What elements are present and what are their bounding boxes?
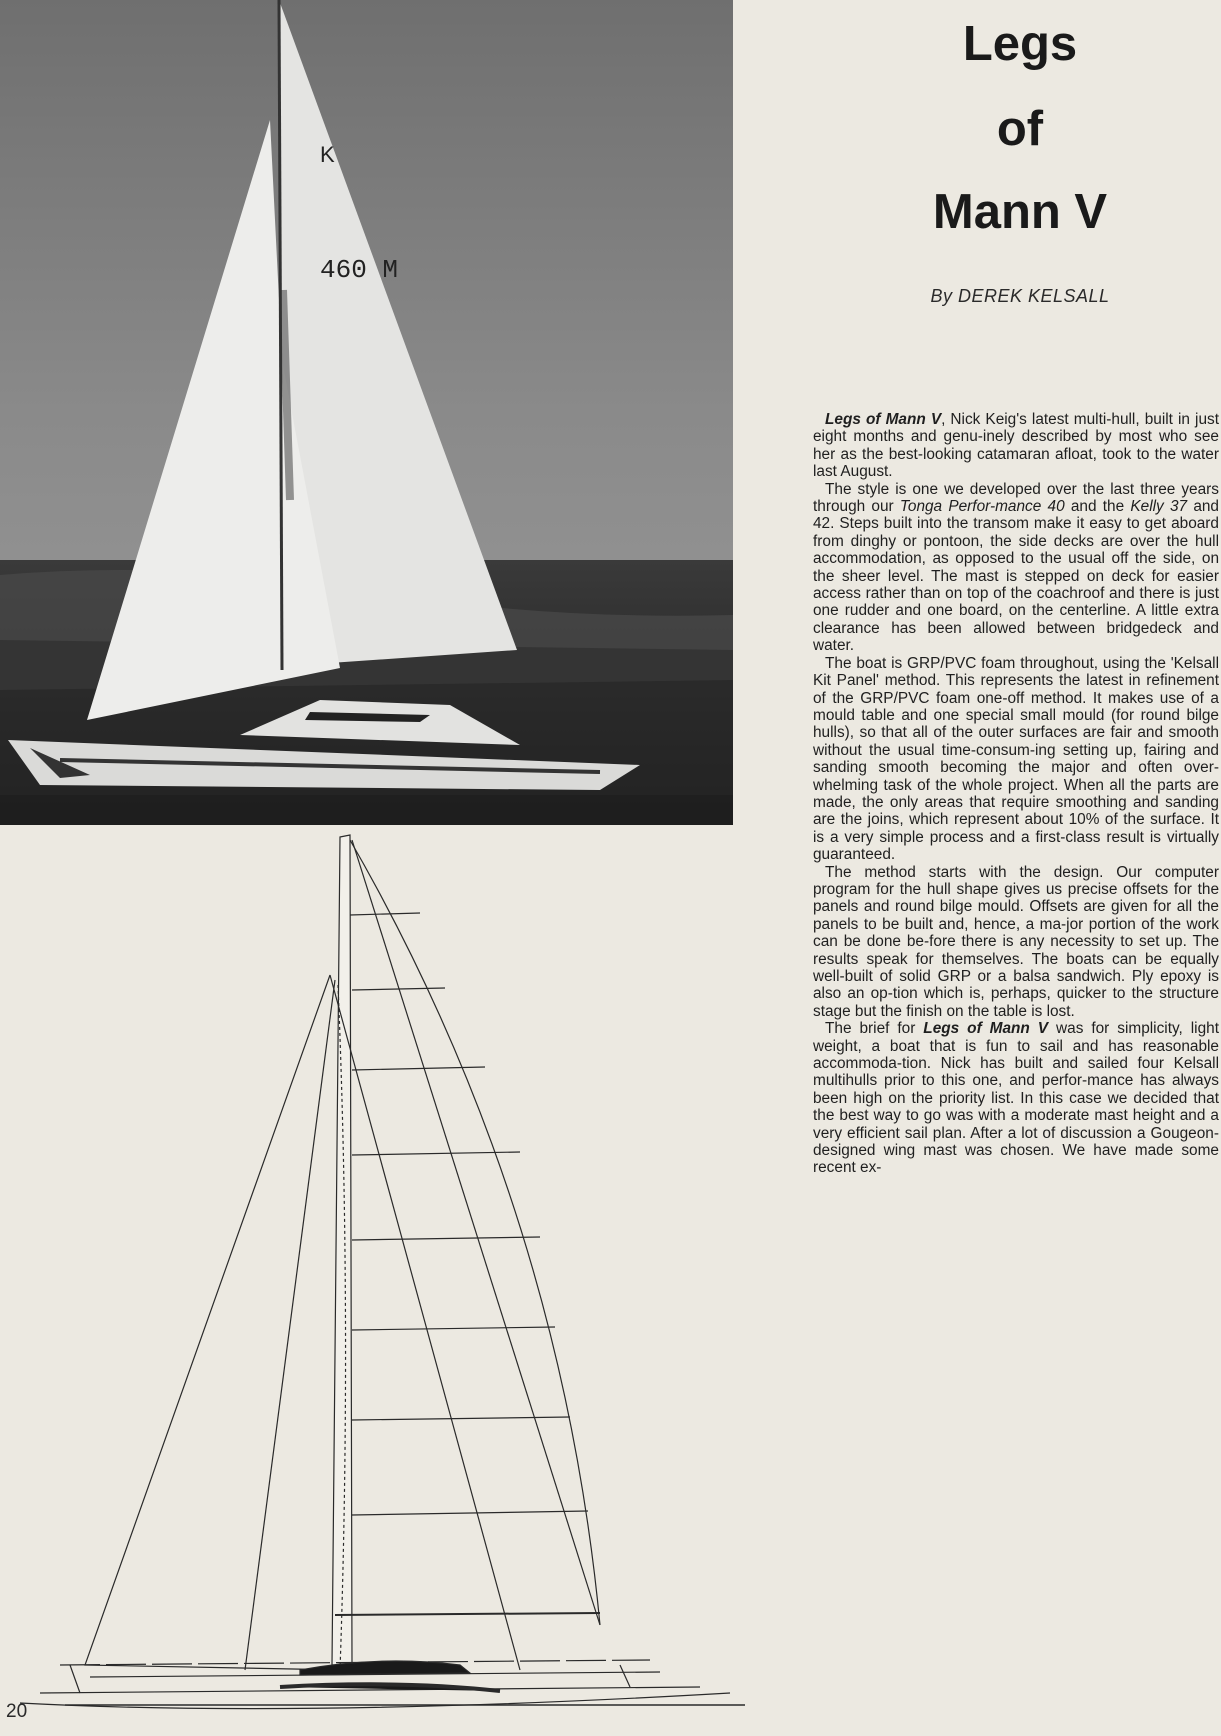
title-line-1: Legs <box>962 17 1078 71</box>
boat-name: Legs of Mann V <box>923 1020 1049 1038</box>
article-body <box>813 411 1219 1177</box>
sail-letter: K <box>320 142 335 167</box>
sail-plan-drawing <box>0 825 745 1720</box>
paragraph: The boat is GRP/PVC foam throughout, using the 'Kelsall Kit Panel' method. This represents the latest in refinement of the GRP/PVC foam one-off method. It makes use of a mould table and one special small mould (for round bilge hulls), so that all of the outer surfaces are fair and smooth without the usual time-consum-ing setting up, fairing and sanding smooth becoming the major and often over-whelming task of the whole project. When all the parts are made, the only areas that require smoothing and sanding are the joins, which represent about 10% of the surface. It is a very simple process and a first-class result is virtually guaranteed. <box>813 654 1219 864</box>
page-number: 20 <box>6 1701 28 1722</box>
paragraph: The style is one we developed over the last three years through our Tonga Perfor-mance 40 and the Kelly 37 and 42. Steps built into the transom make it easy to get aboard from dinghy or pontoon, the side decks are over the hull accommodation, as opposed to the usual off the side, on the sheer level. The mast is stepped on deck for easier access rather than on top of the coachroof and there is just one rudder and one board, on the centerline. A little extra clearance has been allowed between bridgedeck and water. <box>813 480 1219 655</box>
mast <box>332 835 352 1665</box>
title-line-3: Mann V <box>932 185 1108 239</box>
paragraph: Legs of Mann V, Nick Keig's latest multi-hull, built in just eight months and genu-inely described by most who see her as the best-looking catamaran afloat, took to the water last August. <box>813 411 1219 481</box>
boat-name: Legs of Mann V <box>825 411 942 428</box>
paragraph: The method starts with the design. Our computer program for the hull shape gives us precise offsets for the panels and round bilge mould. Offsets are given for all the panels to be built and, hence, a ma-jor portion of the work can be done be-fore there is any necessity to set up. The results speak for themselves. The boats can be equally well-built of solid GRP or a balsa sandwich. Ply epoxy is also an op-tion which is, perhaps, quicker to the structure stage but the finish on the table is lost. <box>813 863 1219 1020</box>
title-line-2: of <box>996 102 1044 156</box>
byline: By DEREK KELSALL <box>930 286 1110 306</box>
catamaran-photo <box>0 0 733 825</box>
paragraph: The brief for Legs of Mann V was for simplicity, light weight, a boat that is fun to sail and has reasonable accommoda-tion. Nick has built and sailed four Kelsall multihulls prior to this one, and perfor-mance has always been high on the priority list. In this case we decided that the best way to go was with a moderate mast height and a very efficient sail plan. After a lot of discussion a Gougeon-designed wing mast was chosen. We have made some recent ex- <box>813 1020 1219 1177</box>
sail-number: 460 M <box>320 255 399 285</box>
